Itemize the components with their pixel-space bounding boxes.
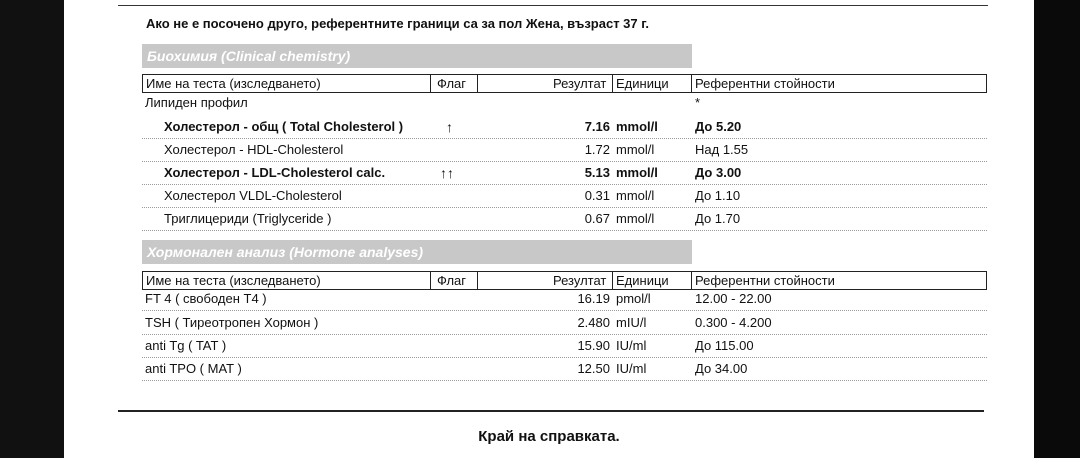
test-name: Холестерол - HDL-Cholesterol (164, 142, 344, 157)
test-name: anti TPO ( MAT ) (145, 361, 242, 376)
test-ref: До 115.00 (695, 338, 754, 353)
col-ref-header: Референтни стойности (695, 273, 835, 288)
test-result: 16.19 (577, 291, 610, 306)
test-result: 12.50 (577, 361, 610, 376)
section-title-biochemistry: Биохимия (Clinical chemistry) (142, 44, 692, 68)
test-name: Холестерол - LDL-Cholesterol calc. (164, 165, 386, 180)
test-name: Холестерол - общ ( Total Cholesterol ) (164, 119, 404, 134)
test-ref: До 34.00 (695, 361, 748, 376)
right-dark-margin (1034, 0, 1080, 458)
col-units-header: Единици (616, 76, 669, 91)
test-ref: 0.300 - 4.200 (695, 315, 772, 330)
flag-high-icon: ↑ (446, 119, 453, 135)
table-row (142, 312, 987, 335)
table-row (142, 288, 987, 311)
test-units: mIU/l (616, 315, 647, 330)
test-result: 5.13 (584, 165, 610, 180)
col-flag-header: Флаг (437, 273, 467, 288)
test-ref: До 5.20 (695, 119, 742, 134)
left-dark-margin (0, 0, 64, 458)
flag-very-high-icon: ↑↑ (440, 165, 454, 181)
test-result: 0.31 (584, 188, 610, 203)
test-ref: До 1.70 (695, 211, 741, 226)
test-name: Холестерол VLDL-Cholesterol (164, 188, 342, 203)
table-row (142, 208, 987, 231)
col-units-header: Единици (616, 273, 669, 288)
test-units: IU/ml (616, 361, 647, 376)
bottom-rule (118, 410, 984, 412)
group-ref: * (695, 95, 701, 110)
table-row (142, 162, 987, 185)
col-result-header: Резултат (553, 273, 607, 288)
col-flag-header: Флаг (437, 76, 467, 91)
table-row (142, 335, 987, 358)
table-header-biochemistry (142, 74, 987, 93)
table-row (142, 358, 987, 381)
table-row (142, 116, 987, 139)
test-result: 0.67 (584, 211, 610, 226)
group-name: Липиден профил (145, 95, 248, 110)
table-row (142, 139, 987, 162)
col-name-header: Име на теста (изследването) (146, 76, 321, 91)
test-name: TSH ( Тиреотропен Хормон ) (145, 315, 319, 330)
section-title-hormone: Хормонален анализ (Hormone analyses) (142, 240, 692, 264)
col-name-header: Име на теста (изследването) (146, 273, 321, 288)
top-rule (118, 5, 988, 6)
test-ref: До 3.00 (695, 165, 742, 180)
test-result: 7.16 (584, 119, 610, 134)
test-units: IU/ml (616, 338, 647, 353)
test-name: FT 4 ( свободен T4 ) (145, 291, 267, 306)
reference-note: Ако не е посочено друго, референтните граници са за пол Жена, възраст 37 г. (146, 16, 649, 31)
test-name: Триглицериди (Triglyceride ) (164, 211, 332, 226)
group-row-lipid-profile (142, 92, 987, 114)
table-row (142, 185, 987, 208)
test-result: 1.72 (584, 142, 610, 157)
test-units: mmol/l (616, 165, 658, 180)
test-result: 15.90 (577, 338, 610, 353)
test-units: mmol/l (616, 211, 655, 226)
test-ref: 12.00 - 22.00 (695, 291, 772, 306)
test-ref: До 1.10 (695, 188, 741, 203)
test-result: 2.480 (577, 315, 610, 330)
test-units: mmol/l (616, 119, 658, 134)
col-ref-header: Референтни стойности (695, 76, 835, 91)
test-ref: Над 1.55 (695, 142, 749, 157)
end-of-report: Край на справката. (478, 428, 620, 445)
test-units: mmol/l (616, 188, 655, 203)
lab-report-page (64, 0, 1034, 458)
col-result-header: Резултат (553, 76, 607, 91)
test-units: pmol/l (616, 291, 651, 306)
test-units: mmol/l (616, 142, 655, 157)
test-name: anti Tg ( TAT ) (145, 338, 227, 353)
